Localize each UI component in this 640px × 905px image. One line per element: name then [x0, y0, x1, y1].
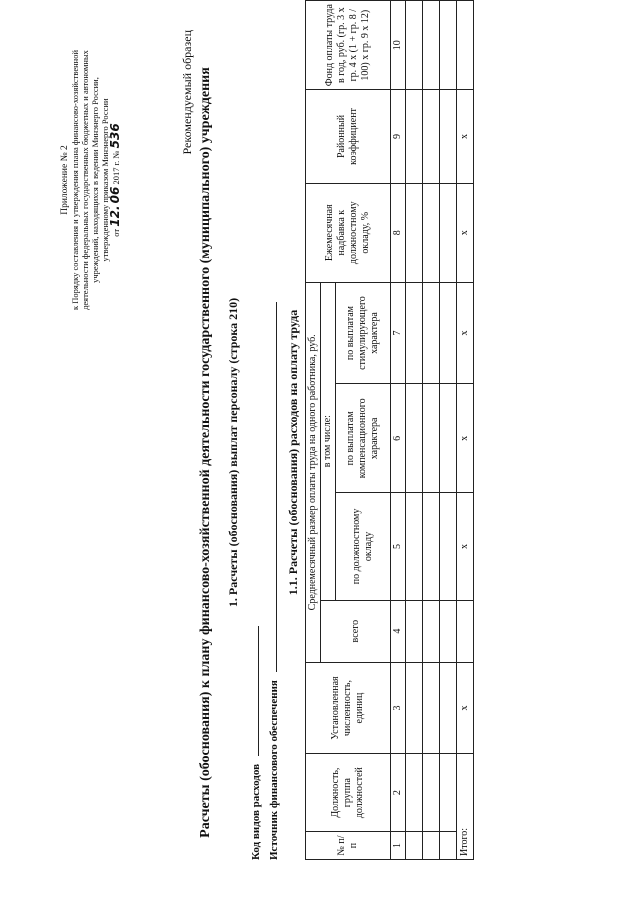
- table-cell[interactable]: [423, 183, 440, 282]
- table-cell[interactable]: [406, 662, 423, 753]
- table-cell[interactable]: [440, 1, 457, 90]
- table-cell[interactable]: [406, 832, 423, 860]
- header-total: всего: [321, 600, 391, 662]
- table-cell[interactable]: [406, 183, 423, 282]
- document-title: Расчеты (обоснования) к плану финансово-хозяйственной деятельности государственного (муниципального) учреждения: [198, 67, 213, 838]
- col-number: 4: [391, 600, 406, 662]
- header-regional-coef: Районный коэффициент: [306, 90, 391, 183]
- table-cell[interactable]: [406, 600, 423, 662]
- table-cell[interactable]: [406, 1, 423, 90]
- expense-code-label: Код видов расходов: [250, 763, 262, 860]
- table-cell[interactable]: [423, 493, 440, 600]
- table-cell[interactable]: [457, 600, 474, 662]
- table-cell[interactable]: [423, 832, 440, 860]
- total-mark: x: [457, 662, 474, 753]
- header-avg-salary: Среднемесячный размер оплаты труда на одного работника, руб.: [306, 282, 321, 662]
- total-mark: x: [457, 282, 474, 384]
- col-number: 10: [391, 1, 406, 90]
- labor-costs-table: [305, 0, 474, 860]
- handwritten-order-number: 536: [108, 123, 122, 149]
- header-compensation: по выплатам компенсационного характера: [336, 384, 391, 493]
- total-label: Итого:: [457, 754, 474, 860]
- expense-code-line: [247, 626, 259, 756]
- table-cell[interactable]: [423, 662, 440, 753]
- header-including: в том числе:: [321, 282, 336, 600]
- column-number-row: [391, 1, 406, 860]
- handwritten-month: 06: [108, 186, 122, 204]
- funding-source-field: [265, 302, 280, 860]
- total-mark: x: [457, 384, 474, 493]
- header-stimulating: по выплатам стимулирующего характера: [336, 282, 391, 384]
- table-cell[interactable]: [406, 754, 423, 832]
- col-number: 7: [391, 282, 406, 384]
- col-number: 1: [391, 832, 406, 860]
- col-number: 8: [391, 183, 406, 282]
- appendix-line: к Порядку составления и утверждения плана финансово-хозяйственной: [70, 50, 80, 310]
- appendix-number: Приложение № 2: [60, 145, 70, 215]
- table-cell[interactable]: [440, 493, 457, 600]
- header-monthly-bonus: Ежемесячная надбавка к должностному окладу, %: [306, 183, 391, 282]
- total-row: [457, 1, 474, 860]
- table-cell[interactable]: [440, 662, 457, 753]
- col-number: 3: [391, 662, 406, 753]
- header-headcount: Установленная численность, единиц: [306, 662, 391, 753]
- table-cell[interactable]: [440, 754, 457, 832]
- total-mark: x: [457, 183, 474, 282]
- table-cell[interactable]: [406, 384, 423, 493]
- table-cell[interactable]: [423, 754, 440, 832]
- handwritten-day: 12.: [108, 205, 122, 227]
- table-cell[interactable]: [423, 600, 440, 662]
- appendix-line: учреждений, находящихся в ведении Минэнерго России,: [90, 77, 100, 283]
- appendix-line: утвержденному приказом Минэнерго России: [100, 98, 110, 262]
- table-cell[interactable]: [457, 1, 474, 90]
- table-cell[interactable]: [406, 493, 423, 600]
- table-row: [406, 1, 423, 860]
- col-number: 5: [391, 493, 406, 600]
- section-1-heading: 1. Расчеты (обоснования) выплат персоналу (строка 210): [226, 297, 240, 608]
- table-cell[interactable]: [440, 282, 457, 384]
- recommended-sample: Рекомендуемый образец: [180, 30, 194, 155]
- table-cell[interactable]: [423, 90, 440, 183]
- table-cell[interactable]: [406, 90, 423, 183]
- col-number: 2: [391, 754, 406, 832]
- header-by-salary: по должностному окладу: [336, 493, 391, 600]
- table-cell[interactable]: [423, 384, 440, 493]
- table-cell[interactable]: [440, 384, 457, 493]
- table-cell[interactable]: [440, 832, 457, 860]
- table-row: [440, 1, 457, 860]
- table-cell[interactable]: [440, 183, 457, 282]
- header-position: Должность, группа должностей: [306, 754, 391, 832]
- appendix-date: от 12. 06 2017 г. № 536: [108, 123, 122, 237]
- table-cell[interactable]: [440, 90, 457, 183]
- table-row: [423, 1, 440, 860]
- table-cell[interactable]: [423, 282, 440, 384]
- col-number: 6: [391, 384, 406, 493]
- table-cell[interactable]: [423, 1, 440, 90]
- expense-code-field: [247, 626, 262, 860]
- total-mark: x: [457, 493, 474, 600]
- table-cell[interactable]: [406, 282, 423, 384]
- header-annual-fund: Фонд оплаты труда в год, руб. (гр. 3 х гр. 4 х (1 + гр. 8 / 100) х гр. 9 х 12): [306, 1, 391, 90]
- header-num: № п/п: [306, 832, 391, 860]
- funding-source-label: Источник финансового обеспечения: [268, 680, 280, 860]
- appendix-header: [60, 15, 121, 345]
- funding-source-line: [265, 302, 277, 672]
- col-number: 9: [391, 90, 406, 183]
- section-1-1-heading: 1.1. Расчеты (обоснования) расходов на оплату труда: [286, 309, 300, 596]
- total-mark: x: [457, 90, 474, 183]
- table-cell[interactable]: [440, 600, 457, 662]
- appendix-line: деятельности федеральных государственных бюджетных и автономных: [80, 50, 90, 310]
